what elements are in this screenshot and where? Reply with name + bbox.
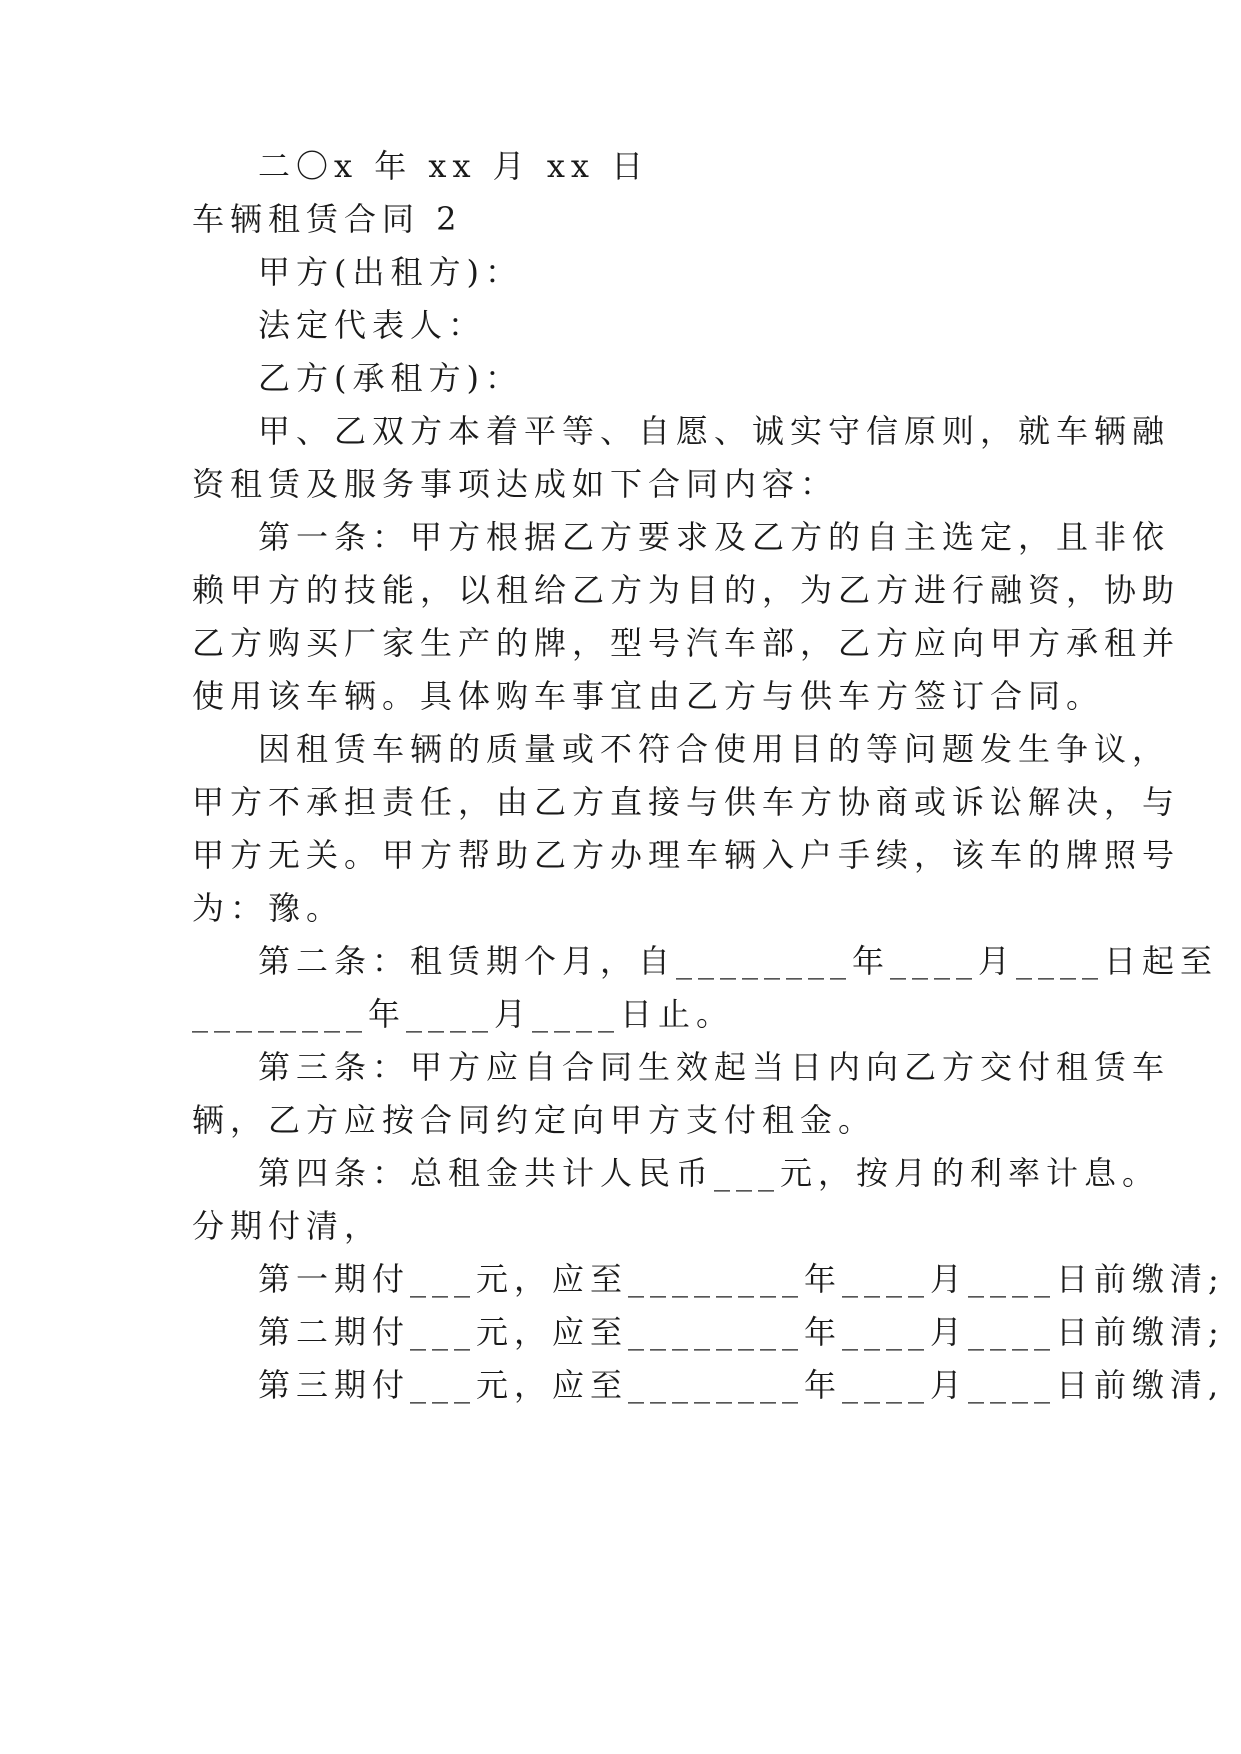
preamble-line: 甲、乙双方本着平等、自愿、诚实守信原则，就车辆融 bbox=[258, 412, 1171, 450]
article-1-line: 赖甲方的技能，以租给乙方为目的，为乙方进行融资，协助 bbox=[192, 571, 1181, 609]
installment-line: 第二期付___元，应至________年____月____日前缴清; bbox=[258, 1313, 1225, 1351]
article-4-line: 分期付清， bbox=[192, 1207, 383, 1245]
installment-line: 第三期付___元，应至________年____月____日前缴清, bbox=[258, 1366, 1225, 1404]
article-3-line: 辆，乙方应按合同约定向甲方支付租金。 bbox=[192, 1101, 877, 1139]
article-1-paragraph-2-line: 甲方不承担责任，由乙方直接与供车方协商或诉讼解决，与 bbox=[192, 783, 1181, 821]
article-1-line: 第一条：甲方根据乙方要求及乙方的自主选定，且非依 bbox=[258, 518, 1171, 556]
preamble-line: 资租赁及服务事项达成如下合同内容： bbox=[192, 465, 839, 503]
article-1-paragraph-2-line: 为：豫。 bbox=[192, 889, 345, 927]
article-2-line: ________年____月____日止。 bbox=[192, 995, 735, 1033]
installment-line: 第一期付___元，应至________年____月____日前缴清; bbox=[258, 1260, 1225, 1298]
article-2-line: 第二条：租赁期个月，自________年____月____日起至 bbox=[258, 942, 1219, 980]
article-4-line: 第四条：总租金共计人民币___元，按月的利率计息。 bbox=[258, 1154, 1161, 1192]
article-3-line: 第三条：甲方应自合同生效起当日内向乙方交付租赁车 bbox=[258, 1048, 1171, 1086]
article-1-line: 使用该车辆。具体购车事宜由乙方与供车方签订合同。 bbox=[192, 677, 1105, 715]
date-line: 二〇x 年 xx 月 xx 日 bbox=[258, 147, 650, 185]
legal-representative-label: 法定代表人： bbox=[258, 306, 487, 344]
article-1-paragraph-2-line: 因租赁车辆的质量或不符合使用目的等问题发生争议， bbox=[258, 730, 1171, 768]
contract-title: 车辆租赁合同 2 bbox=[192, 200, 463, 238]
article-1-line: 乙方购买厂家生产的牌，型号汽车部，乙方应向甲方承租并 bbox=[192, 624, 1181, 662]
party-a-label: 甲方(出租方)： bbox=[258, 253, 523, 291]
article-1-paragraph-2-line: 甲方无关。甲方帮助乙方办理车辆入户手续，该车的牌照号 bbox=[192, 836, 1181, 874]
party-b-label: 乙方(承租方)： bbox=[258, 359, 523, 397]
